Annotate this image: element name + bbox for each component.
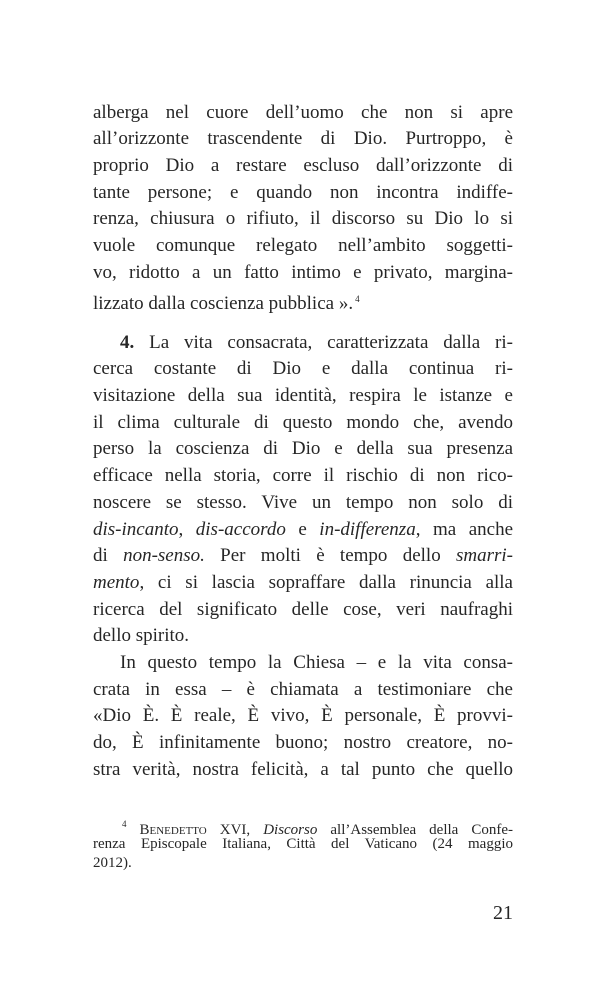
text-segment: 2012).	[93, 855, 132, 871]
italic-text: in-differenza	[319, 518, 416, 540]
text-segment: di	[93, 545, 124, 567]
text-line	[93, 153, 513, 180]
text-line	[93, 730, 513, 757]
text-line	[93, 436, 513, 463]
text-segment: La vita consacrata, caratterizzata dalla ri-	[134, 331, 513, 353]
text-segment: , ma anche	[415, 518, 513, 540]
paragraph-continuation	[93, 100, 513, 314]
text-line	[93, 100, 513, 127]
text-segment: dello spirito.	[93, 625, 190, 647]
text-line	[93, 490, 513, 517]
text-line	[93, 597, 513, 624]
text-segment: noscere se stesso. Vive un tempo non solo di	[93, 491, 513, 513]
author-name: Benedetto	[139, 822, 207, 838]
italic-text: smarri-	[456, 545, 514, 567]
text-line	[93, 180, 513, 207]
text-segment: renza, chiusura o rifiuto, il discorso su Dio lo si	[93, 208, 513, 230]
text-segment: ,	[178, 518, 196, 540]
text-segment: visitazione della sua identità, respira le istanze e	[93, 385, 513, 407]
text-segment: e	[285, 518, 320, 540]
text-segment: ricerca del significato delle cose, veri naufraghi	[93, 598, 513, 620]
text-line	[93, 835, 513, 855]
footnote-4	[93, 815, 513, 874]
text-line	[93, 623, 513, 650]
italic-text: dis-incanto	[93, 518, 179, 540]
italic-text: dis-accordo	[195, 518, 286, 540]
paragraph-section-4	[93, 330, 513, 650]
text-segment: , ci si lascia sopraffare dalla rinuncia alla	[139, 571, 513, 593]
text-line	[93, 677, 513, 704]
text-line	[93, 757, 513, 784]
text-line	[93, 517, 513, 544]
text-segment: proprio Dio a restare escluso dall’orizzonte di	[93, 154, 513, 176]
footnote-marker: 4	[355, 294, 360, 305]
text-segment: crata in essa – è chiamata a testimoniare che	[93, 678, 513, 700]
section-number: 4.	[120, 331, 135, 353]
text-line	[93, 356, 513, 383]
page-number: 21	[493, 902, 513, 924]
text-segment: vuole comunque relegato nell’ambito soggetti-	[93, 235, 513, 257]
italic-text: Discorso	[263, 822, 318, 838]
text-line	[93, 126, 513, 153]
text-line	[93, 330, 513, 357]
italic-text: non-senso.	[123, 545, 205, 567]
text-line	[93, 206, 513, 233]
text-line	[93, 570, 513, 597]
text-line	[93, 463, 513, 490]
text-line	[93, 543, 513, 570]
text-segment: XVI,	[206, 822, 264, 838]
text-segment: perso la coscienza di Dio e della sua presenza	[93, 438, 513, 460]
italic-text: mento	[93, 571, 140, 593]
text-segment: lizzato dalla coscienza pubblica ».	[93, 293, 354, 315]
text-segment: tante persone; e quando non incontra indiffe-	[93, 181, 513, 203]
paragraph-church-testimony	[93, 650, 513, 783]
text-segment: all’orizzonte trascendente di Dio. Purtroppo, è	[93, 128, 513, 150]
text-segment: il clima culturale di questo mondo che, avendo	[93, 411, 513, 433]
text-line	[93, 815, 513, 838]
text-line	[93, 286, 513, 313]
text-line	[93, 410, 513, 437]
text-line	[93, 233, 513, 260]
text-line	[93, 854, 513, 874]
text-segment: efficace nella storia, corre il rischio di non rico-	[93, 465, 513, 487]
text-segment: vo, ridotto a un fatto intimo e privato, margina-	[93, 261, 513, 283]
text-line	[93, 383, 513, 410]
text-line	[93, 703, 513, 730]
text-segment: renza Episcopale Italiana, Città del Vaticano (24 maggio	[93, 835, 513, 852]
footnote-marker: 4	[122, 819, 127, 829]
text-segment: do, È infinitamente buono; nostro creatore, no-	[93, 732, 513, 754]
text-segment: «Dio È. È reale, È vivo, È personale, È provvi-	[93, 705, 513, 727]
text-segment: cerca costante di Dio e dalla continua ri-	[93, 358, 513, 380]
text-line	[93, 260, 513, 287]
text-segment: alberga nel cuore dell’uomo che non si apre	[93, 101, 513, 123]
text-segment: all’Assemblea della Confe-	[317, 822, 513, 838]
text-segment: stra verità, nostra felicità, a tal punto che quello	[93, 758, 513, 780]
text-segment: Per molti è tempo dello	[204, 545, 456, 567]
text-line	[93, 650, 513, 677]
text-segment: In questo tempo la Chiesa – e la vita consa-	[120, 652, 513, 673]
